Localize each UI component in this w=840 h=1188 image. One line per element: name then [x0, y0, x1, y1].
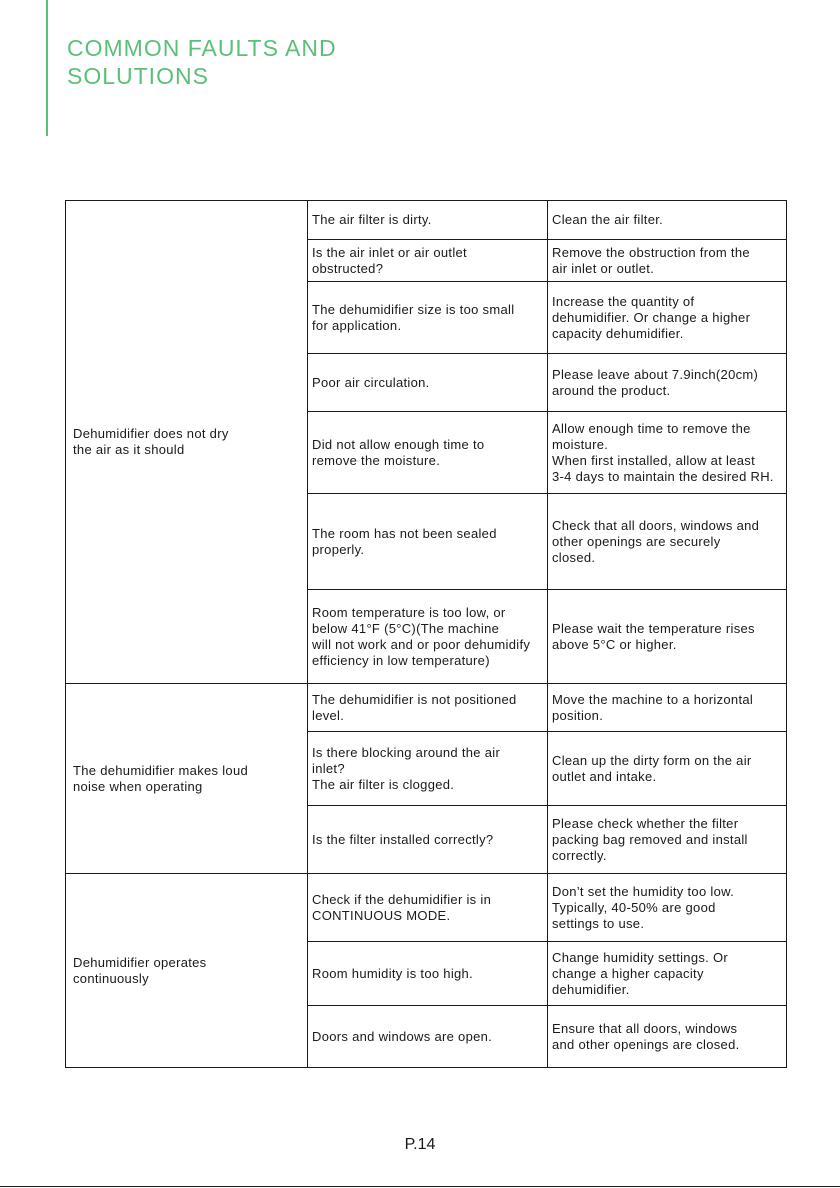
text-line: the air as it should: [73, 442, 185, 457]
cause-cell: [308, 684, 548, 732]
problem-cell: [66, 684, 308, 874]
text-line: Please check whether the filter: [552, 815, 739, 831]
text-line: outlet and intake.: [552, 768, 657, 784]
text-line: Change humidity settings. Or: [552, 949, 729, 965]
cause-cell: [308, 412, 548, 494]
solution-cell: [548, 494, 787, 590]
text-line: above 5°C or higher.: [552, 636, 677, 652]
solution-cell: [548, 412, 787, 494]
solution-cell: [548, 590, 787, 684]
text-line: settings to use.: [552, 915, 645, 931]
text-line: air inlet or outlet.: [552, 260, 655, 276]
title-accent-bar: [46, 0, 48, 136]
solution-cell: [548, 1006, 787, 1068]
text-line: Check that all doors, windows and: [552, 517, 760, 533]
text-line: other openings are securely: [552, 533, 721, 549]
solution-cell: [548, 806, 787, 874]
faults-table-body: [66, 201, 787, 1068]
text-line: capacity dehumidifier.: [552, 325, 684, 341]
text-line: continuously: [73, 970, 149, 986]
text-line: The dehumidifier size is too small: [312, 301, 515, 317]
text-line: obstructed?: [312, 260, 384, 276]
text-line: When first installed, allow at least: [552, 452, 755, 468]
page-number: P.14: [404, 1136, 436, 1153]
text-line: Dehumidifier does not dry: [73, 426, 229, 441]
text-line: Increase the quantity of: [552, 293, 695, 309]
text-line: below 41°F (5°C)(The machine: [312, 620, 500, 636]
text-line: properly.: [312, 541, 365, 557]
text-line: The room has not been sealed: [312, 525, 497, 541]
text-line: Clean the air filter.: [552, 212, 664, 227]
text-line: The dehumidifier makes loud: [73, 762, 249, 778]
text-line: noise when operating: [73, 778, 203, 794]
text-line: The air filter is clogged.: [312, 776, 455, 792]
fault-row: [66, 201, 787, 240]
text-line: change a higher capacity: [552, 965, 704, 981]
text-line: and other openings are closed.: [552, 1036, 740, 1052]
cause-cell: [308, 201, 548, 240]
text-line: remove the moisture.: [312, 452, 441, 468]
text-line: The air filter is dirty.: [312, 212, 432, 227]
text-line: Doors and windows are open.: [312, 1028, 493, 1044]
text-line: Room temperature is too low, or: [312, 604, 506, 620]
cause-cell: [308, 590, 548, 684]
text-line: correctly.: [552, 847, 607, 863]
text-line: closed.: [552, 549, 596, 565]
cause-cell: [308, 282, 548, 354]
cause-cell: [308, 874, 548, 942]
text-line: Poor air circulation.: [312, 374, 430, 390]
text-line: Remove the obstruction from the: [552, 244, 750, 260]
cause-cell: [308, 806, 548, 874]
text-line: level.: [312, 707, 345, 723]
bottom-rule: [0, 1186, 840, 1187]
cause-cell: [308, 354, 548, 412]
problem-cell: [66, 201, 308, 684]
solution-cell: [548, 282, 787, 354]
text-line: moisture.: [552, 436, 609, 452]
text-line: inlet?: [312, 760, 345, 776]
page-title-line-1: COMMON FAULTS AND: [67, 35, 337, 61]
solution-cell: [548, 240, 787, 282]
text-line: Dehumidifier operates: [73, 954, 207, 970]
text-line: will not work and or poor dehumidify: [312, 636, 531, 652]
solution-cell: [548, 942, 787, 1006]
text-line: CONTINUOUS MODE.: [312, 907, 451, 923]
text-line: efficiency in low temperature): [312, 652, 490, 668]
fault-row: [66, 684, 787, 732]
cause-cell: [308, 240, 548, 282]
solution-cell: [548, 201, 787, 240]
cause-cell: [308, 1006, 548, 1068]
text-line: for application.: [312, 317, 402, 333]
faults-table: [65, 200, 787, 1068]
page-title-line-2: SOLUTIONS: [67, 63, 209, 89]
text-line: position.: [552, 707, 604, 723]
text-line: 3-4 days to maintain the desired RH.: [552, 468, 774, 484]
fault-row: [66, 874, 787, 942]
problem-cell: [66, 874, 308, 1068]
text-line: dehumidifier. Or change a higher: [552, 309, 751, 325]
text-line: Don’t set the humidity too low.: [552, 883, 735, 899]
text-line: around the product.: [552, 382, 671, 398]
text-line: Please leave about 7.9inch(20cm): [552, 366, 759, 382]
text-line: Allow enough time to remove the: [552, 420, 751, 436]
cause-cell: [308, 942, 548, 1006]
solution-cell: [548, 354, 787, 412]
text-line: Please wait the temperature rises: [552, 620, 755, 636]
text-line: Typically, 40-50% are good: [552, 899, 716, 915]
cause-cell: [308, 732, 548, 806]
text-line: Is the air inlet or air outlet: [312, 244, 467, 260]
text-line: packing bag removed and install: [552, 831, 748, 847]
solution-cell: [548, 684, 787, 732]
page-title: [67, 34, 337, 90]
text-line: Ensure that all doors, windows: [552, 1020, 738, 1036]
text-line: Move the machine to a horizontal: [552, 691, 754, 707]
text-line: Room humidity is too high.: [312, 965, 473, 981]
text-line: Check if the dehumidifier is in: [312, 891, 492, 907]
solution-cell: [548, 732, 787, 806]
cause-cell: [308, 494, 548, 590]
text-line: Is there blocking around the air: [312, 744, 501, 760]
text-line: Clean up the dirty form on the air: [552, 752, 752, 768]
solution-cell: [548, 874, 787, 942]
text-line: dehumidifier.: [552, 981, 630, 997]
text-line: Is the filter installed correctly?: [312, 831, 494, 847]
text-line: Did not allow enough time to: [312, 436, 485, 452]
text-line: The dehumidifier is not positioned: [312, 691, 517, 707]
